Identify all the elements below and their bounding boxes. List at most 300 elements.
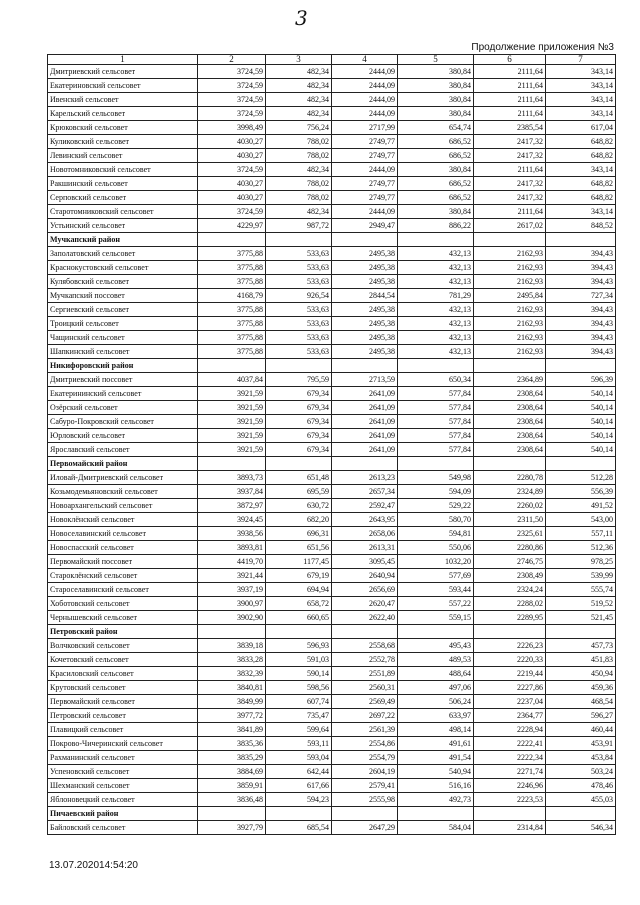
table-row (48, 667, 616, 681)
value-cell-col-5: 432,13 (398, 317, 474, 331)
value-cell-col-7: 521,45 (546, 611, 616, 625)
table-row (48, 177, 616, 191)
value-cell-col-3: 694,94 (266, 583, 332, 597)
settlement-name: Первомайский поссовет (48, 555, 198, 569)
value-cell-col-3: 696,31 (266, 527, 332, 541)
value-cell-col-6: 2417,32 (474, 149, 546, 163)
value-cell-col-6: 2324,89 (474, 485, 546, 499)
settlement-name: Новоспасский сельсовет (48, 541, 198, 555)
empty-cell (546, 807, 616, 821)
empty-cell (332, 359, 398, 373)
value-cell-col-5: 491,61 (398, 737, 474, 751)
value-cell-col-2: 3872,97 (198, 499, 266, 513)
value-cell-col-2: 3902,90 (198, 611, 266, 625)
empty-cell (266, 233, 332, 247)
value-cell-col-6: 2227,86 (474, 681, 546, 695)
settlement-name: Шапкинский сельсовет (48, 345, 198, 359)
settlement-name: Байловский сельсовет (48, 821, 198, 835)
value-cell-col-2: 3775,88 (198, 261, 266, 275)
value-cell-col-3: 617,66 (266, 779, 332, 793)
value-cell-col-5: 580,70 (398, 513, 474, 527)
value-cell-col-3: 651,48 (266, 471, 332, 485)
value-cell-col-5: 686,52 (398, 191, 474, 205)
settlement-name: Чернышевский сельсовет (48, 611, 198, 625)
table-row (48, 429, 616, 443)
value-cell-col-7: 596,27 (546, 709, 616, 723)
settlement-name: Новоархангельский сельсовет (48, 499, 198, 513)
empty-cell (332, 457, 398, 471)
value-cell-col-7: 512,28 (546, 471, 616, 485)
value-cell-col-6: 2219,44 (474, 667, 546, 681)
value-cell-col-2: 3921,59 (198, 443, 266, 457)
value-cell-col-5: 559,15 (398, 611, 474, 625)
district-header-row (48, 359, 616, 373)
value-cell-col-3: 533,63 (266, 317, 332, 331)
column-number-2: 2 (198, 55, 266, 65)
empty-cell (198, 625, 266, 639)
value-cell-col-6: 2280,86 (474, 541, 546, 555)
district-header-row (48, 233, 616, 247)
value-cell-col-3: 482,34 (266, 107, 332, 121)
value-cell-col-3: 685,54 (266, 821, 332, 835)
value-cell-col-3: 788,02 (266, 177, 332, 191)
value-cell-col-7: 394,43 (546, 275, 616, 289)
value-cell-col-4: 2561,39 (332, 723, 398, 737)
column-number-5: 5 (398, 55, 474, 65)
value-cell-col-7: 394,43 (546, 303, 616, 317)
empty-cell (198, 807, 266, 821)
value-cell-col-7: 453,91 (546, 737, 616, 751)
value-cell-col-3: 660,65 (266, 611, 332, 625)
settlement-name: Новоселавинский сельсовет (48, 527, 198, 541)
value-cell-col-3: 642,44 (266, 765, 332, 779)
value-cell-col-2: 4037,84 (198, 373, 266, 387)
value-cell-col-7: 453,84 (546, 751, 616, 765)
value-cell-col-6: 2111,64 (474, 163, 546, 177)
value-cell-col-4: 2554,79 (332, 751, 398, 765)
value-cell-col-7: 557,11 (546, 527, 616, 541)
tariff-table-body (48, 55, 616, 835)
settlement-name: Чащинский сельсовет (48, 331, 198, 345)
value-cell-col-5: 432,13 (398, 331, 474, 345)
empty-cell (474, 807, 546, 821)
value-cell-col-2: 3775,88 (198, 345, 266, 359)
settlement-name: Крутовский сельсовет (48, 681, 198, 695)
value-cell-col-5: 686,52 (398, 135, 474, 149)
print-timestamp: 13.07.202014:54:20 (49, 860, 138, 871)
settlement-name: Екатериновский сельсовет (48, 79, 198, 93)
value-cell-col-2: 3724,59 (198, 79, 266, 93)
value-cell-col-4: 2555,98 (332, 793, 398, 807)
table-row (48, 793, 616, 807)
value-cell-col-4: 2620,47 (332, 597, 398, 611)
value-cell-col-7: 394,43 (546, 247, 616, 261)
table-row (48, 275, 616, 289)
value-cell-col-2: 4030,27 (198, 191, 266, 205)
value-cell-col-5: 432,13 (398, 261, 474, 275)
value-cell-col-5: 497,06 (398, 681, 474, 695)
table-row (48, 121, 616, 135)
value-cell-col-3: 795,59 (266, 373, 332, 387)
value-cell-col-4: 2444,09 (332, 93, 398, 107)
value-cell-col-5: 577,69 (398, 569, 474, 583)
value-cell-col-2: 3998,49 (198, 121, 266, 135)
value-cell-col-2: 3884,69 (198, 765, 266, 779)
value-cell-col-4: 2717,99 (332, 121, 398, 135)
value-cell-col-4: 2560,31 (332, 681, 398, 695)
value-cell-col-5: 432,13 (398, 345, 474, 359)
value-cell-col-7: 394,43 (546, 317, 616, 331)
value-cell-col-5: 557,22 (398, 597, 474, 611)
value-cell-col-5: 549,98 (398, 471, 474, 485)
value-cell-col-3: 482,34 (266, 205, 332, 219)
value-cell-col-6: 2308,64 (474, 415, 546, 429)
value-cell-col-7: 503,24 (546, 765, 616, 779)
value-cell-col-7: 540,14 (546, 401, 616, 415)
value-cell-col-6: 2364,77 (474, 709, 546, 723)
value-cell-col-7: 394,43 (546, 345, 616, 359)
value-cell-col-6: 2223,53 (474, 793, 546, 807)
value-cell-col-5: 380,84 (398, 65, 474, 79)
value-cell-col-6: 2162,93 (474, 261, 546, 275)
value-cell-col-4: 2551,89 (332, 667, 398, 681)
value-cell-col-6: 2746,75 (474, 555, 546, 569)
value-cell-col-6: 2308,64 (474, 401, 546, 415)
value-cell-col-5: 498,14 (398, 723, 474, 737)
value-cell-col-4: 2569,49 (332, 695, 398, 709)
value-cell-col-7: 394,43 (546, 261, 616, 275)
value-cell-col-6: 2308,64 (474, 387, 546, 401)
value-cell-col-4: 2640,94 (332, 569, 398, 583)
settlement-name: Серповский сельсовет (48, 191, 198, 205)
value-cell-col-6: 2325,61 (474, 527, 546, 541)
value-cell-col-3: 679,19 (266, 569, 332, 583)
value-cell-col-7: 648,82 (546, 135, 616, 149)
value-cell-col-3: 593,04 (266, 751, 332, 765)
value-cell-col-7: 540,14 (546, 429, 616, 443)
empty-cell (266, 625, 332, 639)
value-cell-col-7: 648,82 (546, 177, 616, 191)
value-cell-col-4: 2641,09 (332, 387, 398, 401)
settlement-name: Петровский сельсовет (48, 709, 198, 723)
table-row (48, 555, 616, 569)
value-cell-col-6: 2111,64 (474, 107, 546, 121)
value-cell-col-7: 978,25 (546, 555, 616, 569)
value-cell-col-6: 2246,96 (474, 779, 546, 793)
value-cell-col-6: 2417,32 (474, 135, 546, 149)
table-row (48, 317, 616, 331)
value-cell-col-6: 2617,02 (474, 219, 546, 233)
value-cell-col-2: 3775,88 (198, 247, 266, 261)
value-cell-col-4: 2647,29 (332, 821, 398, 835)
value-cell-col-7: 512,36 (546, 541, 616, 555)
table-row (48, 79, 616, 93)
value-cell-col-6: 2162,93 (474, 331, 546, 345)
value-cell-col-5: 886,22 (398, 219, 474, 233)
value-cell-col-3: 788,02 (266, 191, 332, 205)
value-cell-col-5: 506,24 (398, 695, 474, 709)
settlement-name: Иловай-Дмитриевский сельсовет (48, 471, 198, 485)
value-cell-col-5: 654,74 (398, 121, 474, 135)
table-row (48, 345, 616, 359)
value-cell-col-5: 577,84 (398, 415, 474, 429)
table-row (48, 219, 616, 233)
value-cell-col-7: 478,46 (546, 779, 616, 793)
value-cell-col-7: 468,54 (546, 695, 616, 709)
value-cell-col-3: 596,93 (266, 639, 332, 653)
value-cell-col-7: 540,14 (546, 415, 616, 429)
value-cell-col-3: 533,63 (266, 275, 332, 289)
empty-cell (546, 625, 616, 639)
value-cell-col-4: 2613,23 (332, 471, 398, 485)
column-number-1: 1 (48, 55, 198, 65)
value-cell-col-5: 650,34 (398, 373, 474, 387)
table-row (48, 723, 616, 737)
table-row (48, 331, 616, 345)
empty-cell (198, 457, 266, 471)
value-cell-col-3: 533,63 (266, 331, 332, 345)
empty-cell (266, 807, 332, 821)
value-cell-col-3: 591,03 (266, 653, 332, 667)
value-cell-col-6: 2308,49 (474, 569, 546, 583)
value-cell-col-4: 2444,09 (332, 205, 398, 219)
value-cell-col-4: 2495,38 (332, 317, 398, 331)
value-cell-col-2: 3724,59 (198, 65, 266, 79)
value-cell-col-2: 3938,56 (198, 527, 266, 541)
value-cell-col-2: 3859,91 (198, 779, 266, 793)
table-row (48, 205, 616, 219)
value-cell-col-6: 2226,23 (474, 639, 546, 653)
table-row (48, 107, 616, 121)
table-row (48, 569, 616, 583)
table-row (48, 485, 616, 499)
value-cell-col-7: 617,04 (546, 121, 616, 135)
value-cell-col-4: 2656,69 (332, 583, 398, 597)
value-cell-col-2: 3921,59 (198, 415, 266, 429)
value-cell-col-2: 3724,59 (198, 205, 266, 219)
value-cell-col-3: 651,56 (266, 541, 332, 555)
value-cell-col-2: 3841,89 (198, 723, 266, 737)
settlement-name: Староклёнский сельсовет (48, 569, 198, 583)
value-cell-col-4: 2657,34 (332, 485, 398, 499)
value-cell-col-5: 380,84 (398, 107, 474, 121)
settlement-name: Козьмодемьяновский сельсовет (48, 485, 198, 499)
value-cell-col-2: 3836,48 (198, 793, 266, 807)
table-row (48, 737, 616, 751)
table-row (48, 289, 616, 303)
value-cell-col-7: 343,14 (546, 79, 616, 93)
value-cell-col-4: 2658,06 (332, 527, 398, 541)
value-cell-col-2: 3927,79 (198, 821, 266, 835)
table-row (48, 401, 616, 415)
value-cell-col-7: 648,82 (546, 191, 616, 205)
value-cell-col-4: 2613,31 (332, 541, 398, 555)
value-cell-col-4: 2495,38 (332, 345, 398, 359)
settlement-name: Юрловский сельсовет (48, 429, 198, 443)
value-cell-col-4: 2749,77 (332, 191, 398, 205)
value-cell-col-3: 599,64 (266, 723, 332, 737)
value-cell-col-2: 3921,59 (198, 387, 266, 401)
value-cell-col-5: 432,13 (398, 247, 474, 261)
column-number-6: 6 (474, 55, 546, 65)
value-cell-col-3: 598,56 (266, 681, 332, 695)
value-cell-col-2: 3921,44 (198, 569, 266, 583)
settlement-name: Ивенский сельсовет (48, 93, 198, 107)
value-cell-col-6: 2311,50 (474, 513, 546, 527)
settlement-name: Устьинский сельсовет (48, 219, 198, 233)
settlement-name: Успеновский сельсовет (48, 765, 198, 779)
value-cell-col-7: 491,52 (546, 499, 616, 513)
value-cell-col-4: 2495,38 (332, 261, 398, 275)
value-cell-col-3: 682,20 (266, 513, 332, 527)
value-cell-col-2: 3893,73 (198, 471, 266, 485)
value-cell-col-2: 3921,59 (198, 429, 266, 443)
value-cell-col-7: 540,14 (546, 387, 616, 401)
table-row (48, 639, 616, 653)
value-cell-col-7: 450,94 (546, 667, 616, 681)
settlement-name: Новотомниковский сельсовет (48, 163, 198, 177)
value-cell-col-7: 459,36 (546, 681, 616, 695)
value-cell-col-6: 2308,64 (474, 443, 546, 457)
value-cell-col-3: 679,34 (266, 401, 332, 415)
table-row (48, 149, 616, 163)
empty-cell (332, 233, 398, 247)
table-row (48, 261, 616, 275)
value-cell-col-7: 596,39 (546, 373, 616, 387)
settlement-name: Озёрский сельсовет (48, 401, 198, 415)
settlement-name: Шехманский сельсовет (48, 779, 198, 793)
value-cell-col-3: 482,34 (266, 163, 332, 177)
settlement-name: Хоботовский сельсовет (48, 597, 198, 611)
settlement-name: Левинский сельсовет (48, 149, 198, 163)
value-cell-col-4: 2713,59 (332, 373, 398, 387)
value-cell-col-2: 3893,81 (198, 541, 266, 555)
value-cell-col-3: 679,34 (266, 443, 332, 457)
value-cell-col-2: 3832,39 (198, 667, 266, 681)
value-cell-col-3: 533,63 (266, 261, 332, 275)
value-cell-col-3: 533,63 (266, 247, 332, 261)
value-cell-col-7: 556,39 (546, 485, 616, 499)
value-cell-col-6: 2162,93 (474, 275, 546, 289)
value-cell-col-7: 343,14 (546, 93, 616, 107)
value-cell-col-7: 460,44 (546, 723, 616, 737)
table-row (48, 611, 616, 625)
value-cell-col-6: 2288,02 (474, 597, 546, 611)
value-cell-col-5: 577,84 (398, 429, 474, 443)
value-cell-col-2: 3900,97 (198, 597, 266, 611)
value-cell-col-7: 648,82 (546, 149, 616, 163)
value-cell-col-3: 482,34 (266, 65, 332, 79)
table-row (48, 541, 616, 555)
settlement-name: Заполатовский сельсовет (48, 247, 198, 261)
value-cell-col-4: 2495,38 (332, 331, 398, 345)
value-cell-col-4: 2444,09 (332, 163, 398, 177)
value-cell-col-6: 2417,32 (474, 191, 546, 205)
table-row (48, 65, 616, 79)
table-row (48, 583, 616, 597)
value-cell-col-4: 2697,22 (332, 709, 398, 723)
table-row (48, 387, 616, 401)
value-cell-col-2: 4030,27 (198, 135, 266, 149)
settlement-name: Мучкапский поссовет (48, 289, 198, 303)
value-cell-col-7: 457,73 (546, 639, 616, 653)
value-cell-col-2: 3775,88 (198, 331, 266, 345)
column-number-3: 3 (266, 55, 332, 65)
value-cell-col-6: 2111,64 (474, 205, 546, 219)
value-cell-col-7: 343,14 (546, 65, 616, 79)
value-cell-col-3: 1177,45 (266, 555, 332, 569)
settlement-name: Дмитриевский поссовет (48, 373, 198, 387)
table-row (48, 499, 616, 513)
value-cell-col-4: 2592,47 (332, 499, 398, 513)
empty-cell (198, 359, 266, 373)
value-cell-col-2: 3835,29 (198, 751, 266, 765)
settlement-name: Новоклёнский сельсовет (48, 513, 198, 527)
value-cell-col-6: 2280,78 (474, 471, 546, 485)
value-cell-col-5: 633,97 (398, 709, 474, 723)
empty-cell (266, 359, 332, 373)
table-row (48, 373, 616, 387)
value-cell-col-2: 3937,84 (198, 485, 266, 499)
value-cell-col-5: 577,84 (398, 443, 474, 457)
table-row (48, 527, 616, 541)
district-header-row (48, 807, 616, 821)
value-cell-col-6: 2271,74 (474, 765, 546, 779)
value-cell-col-6: 2324,24 (474, 583, 546, 597)
value-cell-col-6: 2222,41 (474, 737, 546, 751)
table-row (48, 191, 616, 205)
value-cell-col-3: 735,47 (266, 709, 332, 723)
value-cell-col-3: 590,14 (266, 667, 332, 681)
table-row (48, 303, 616, 317)
value-cell-col-7: 394,43 (546, 331, 616, 345)
tariff-table (47, 54, 616, 835)
value-cell-col-4: 2643,95 (332, 513, 398, 527)
empty-cell (332, 625, 398, 639)
value-cell-col-5: 432,13 (398, 275, 474, 289)
value-cell-col-6: 2220,33 (474, 653, 546, 667)
value-cell-col-2: 4168,79 (198, 289, 266, 303)
empty-cell (398, 359, 474, 373)
value-cell-col-6: 2162,93 (474, 247, 546, 261)
value-cell-col-6: 2228,94 (474, 723, 546, 737)
settlement-name: Плавицкий сельсовет (48, 723, 198, 737)
value-cell-col-3: 987,72 (266, 219, 332, 233)
page-number: 3 (295, 6, 308, 30)
value-cell-col-2: 3977,72 (198, 709, 266, 723)
table-row (48, 681, 616, 695)
value-cell-col-7: 555,74 (546, 583, 616, 597)
value-cell-col-3: 788,02 (266, 135, 332, 149)
value-cell-col-4: 2844,54 (332, 289, 398, 303)
value-cell-col-5: 489,53 (398, 653, 474, 667)
value-cell-col-5: 380,84 (398, 163, 474, 177)
table-row (48, 471, 616, 485)
value-cell-col-5: 516,16 (398, 779, 474, 793)
column-number-row (48, 55, 616, 65)
value-cell-col-6: 2364,89 (474, 373, 546, 387)
value-cell-col-3: 788,02 (266, 149, 332, 163)
value-cell-col-3: 607,74 (266, 695, 332, 709)
table-row (48, 765, 616, 779)
value-cell-col-6: 2162,93 (474, 345, 546, 359)
table-row (48, 513, 616, 527)
empty-cell (398, 807, 474, 821)
value-cell-col-2: 3921,59 (198, 401, 266, 415)
value-cell-col-3: 533,63 (266, 345, 332, 359)
district-name: Никифоровский район (48, 359, 198, 373)
value-cell-col-7: 343,14 (546, 163, 616, 177)
